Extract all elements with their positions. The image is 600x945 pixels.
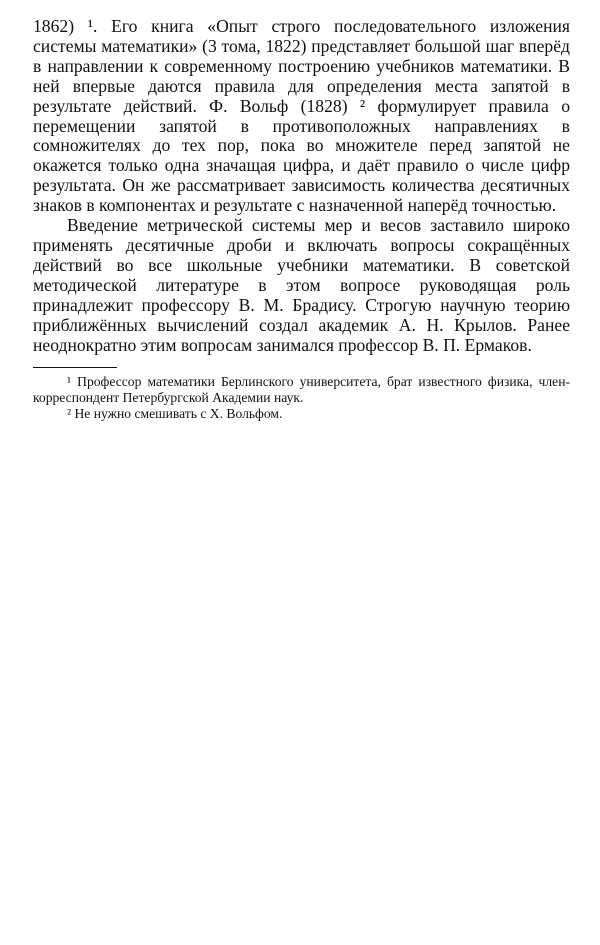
footnote-1: ¹ Профессор математики Берлинского университета, брат известного физика, член-корреспондент Петербургской Академии наук. bbox=[33, 374, 570, 406]
footnote-2: ² Не нужно смешивать с Х. Вольфом. bbox=[67, 406, 283, 422]
footnote-separator bbox=[33, 367, 117, 368]
paragraph-metric-system: Введение метрической системы мер и весов заставило широко применять десятичные дроби и включать вопросы сокращённых действий во все школьные учебники математики. В советской методической литературе в этом вопросе руководящая роль принадлежит профессору В. М. Брадису. Строгую научную теорию приближённых вычислений создал академик А. Н. Крылов. Ранее неоднократно этим вопросам занимался профессор В. П. Ермаков. bbox=[33, 215, 570, 355]
page bbox=[33, 17, 570, 422]
paragraph-continued: 1862) ¹. Его книга «Опыт строго последовательного изложения системы математики» (3 тома, 1822) представляет большой шаг вперёд в направлении к современному построению учебников математики. В ней впервые даются правила для определения места запятой в результате действий. Ф. Вольф (1828) ² формулирует правила о перемещении запятой в противоположных направлениях в сомножителях до тех пор, пока во множителе перед запятой не окажется только одна значащая цифра, и даёт правило о числе цифр результата. Он же рассматривает зависимость количества десятичных знаков в компонентах и результате с назначенной наперёд точностью. bbox=[33, 16, 570, 216]
body-text bbox=[33, 17, 570, 355]
footnotes bbox=[33, 374, 570, 422]
